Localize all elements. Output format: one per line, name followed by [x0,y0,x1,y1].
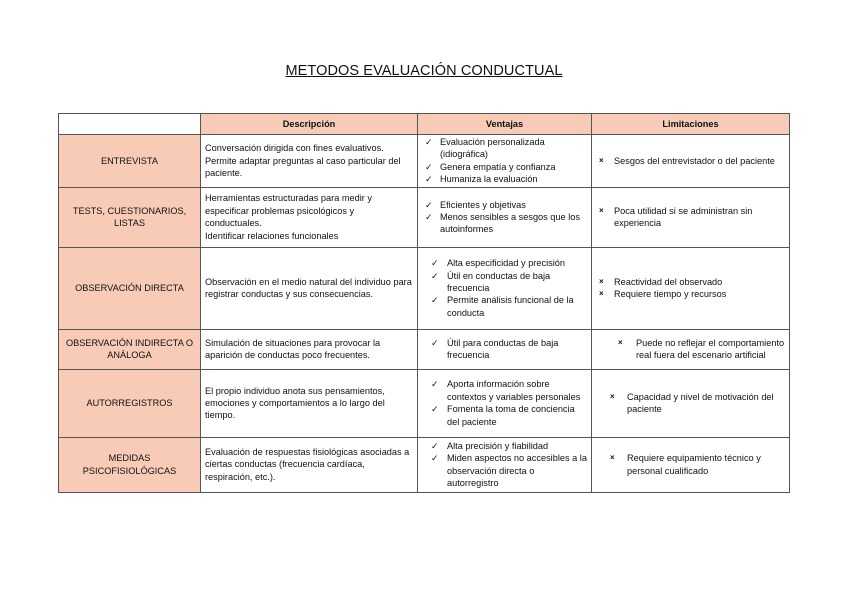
advantages-list [422,136,587,186]
list-item: ✓ Alta precisión y fiabilidad [431,440,549,451]
method-name: TESTS, CUESTIONARIOS, LISTAS [59,187,201,247]
limitations-list [596,337,785,362]
method-name: OBSERVACIÓN DIRECTA [59,247,201,329]
advantages-list [422,199,587,236]
method-name: ENTREVISTA [59,135,201,188]
method-name: OBSERVACIÓN INDIRECTA O ANÁLOGA [59,329,201,369]
list-item: ✓ Útil en conductas de baja frecuencia [431,270,551,293]
method-description: Observación en el medio natural del individuo para registrar conductas y sus consecuencias. [201,247,418,329]
limitations-list [596,391,785,416]
list-item: ✓ Miden aspectos no accesibles a la observación directa o autorregistro [431,453,587,489]
list-item: ✓ Genera empatía y confianza [425,161,556,172]
cross-icon: × [618,337,623,347]
list-item: × Requiere equipamiento técnico y personal cualificado [610,453,761,476]
check-icon: ✓ [425,161,433,172]
header-blank [59,114,201,135]
check-icon: ✓ [431,258,439,269]
header-row [59,114,790,135]
check-icon: ✓ [431,295,439,306]
list-item: ✓ Útil para conductas de baja frecuencia [431,337,559,361]
limitations-cell [592,247,790,329]
advantages-list [422,337,587,362]
method-description: Conversación dirigida con fines evaluativos. Permite adaptar preguntas al caso particular del paciente. [201,135,418,188]
check-icon: ✓ [431,379,439,390]
header-descripcion: Descripción [201,114,418,135]
list-item: ✓ Permite análisis funcional de la conducta [431,295,574,318]
limitations-list [596,205,785,230]
check-icon: ✓ [431,453,439,464]
advantages-list [422,257,587,319]
limitations-cell [592,369,790,437]
table-row [59,329,790,369]
check-icon: ✓ [431,404,439,415]
list-item: × Requiere tiempo y recursos [599,289,727,300]
check-icon: ✓ [431,337,439,348]
table-row [59,247,790,329]
method-description: Simulación de situaciones para provocar la aparición de conductas poco frecuentes. [201,329,418,369]
list-item: ✓ Aporta información sobre contextos y variables personales [431,379,581,402]
list-item: ✓ Evaluación personalizada (idiográfica) [425,137,545,160]
list-item: × Reactividad del observado [599,276,723,287]
page-title: METODOS EVALUACIÓN CONDUCTUAL [285,63,563,79]
header-limitaciones: Limitaciones [592,114,790,135]
table-row [59,437,790,492]
method-description: Herramientas estructuradas para medir y especificar problemas psicológicos y conductuales. Identificar relaciones funcionales [201,187,418,247]
table-row [59,135,790,188]
advantages-cell [418,135,592,188]
advantages-cell [418,329,592,369]
cross-icon: × [599,289,604,299]
limitations-cell [592,437,790,492]
list-item: × Sesgos del entrevistador o del paciente [599,155,775,166]
check-icon: ✓ [431,270,439,281]
advantages-list [422,440,587,490]
limitations-list [596,276,785,301]
limitations-cell [592,135,790,188]
list-item: ✓ Alta especificidad y precisión [431,258,565,269]
limitations-list [596,155,785,167]
limitations-cell [592,329,790,369]
cross-icon: × [599,276,604,286]
limitations-cell [592,187,790,247]
header-ventajas: Ventajas [418,114,592,135]
methods-table [58,113,790,493]
list-item: ✓ Menos sensibles a sesgos que los autoinformes [425,211,580,235]
cross-icon: × [610,453,615,463]
check-icon: ✓ [425,211,433,222]
list-item: × Poca utilidad si se administran sin experiencia [599,205,753,229]
method-name: AUTORREGISTROS [59,369,201,437]
list-item: ✓ Eficientes y objetivas [425,199,526,210]
method-description: El propio individuo anota sus pensamientos, emociones y comportamientos a lo largo del tiempo. [201,369,418,437]
cross-icon: × [599,155,604,165]
check-icon: ✓ [425,199,433,210]
table-row [59,369,790,437]
list-item: × Capacidad y nivel de motivación del paciente [610,391,774,415]
limitations-list [596,452,785,477]
list-item: ✓ Fomenta la toma de conciencia del paciente [431,404,575,427]
check-icon: ✓ [425,174,433,185]
advantages-cell [418,437,592,492]
advantages-cell [418,247,592,329]
list-item: × Puede no reflejar el comportamiento real fuera del escenario artificial [618,337,785,361]
check-icon: ✓ [431,440,439,451]
check-icon: ✓ [425,137,433,147]
cross-icon: × [610,391,615,401]
advantages-cell [418,187,592,247]
table-row [59,187,790,247]
cross-icon: × [599,205,604,215]
advantages-cell [418,369,592,437]
advantages-list [422,378,587,428]
list-item: ✓ Humaniza la evaluación [425,174,538,185]
method-name: MEDIDAS PSICOFISIOLÓGICAS [59,437,201,492]
method-description: Evaluación de respuestas fisiológicas asociadas a ciertas conductas (frecuencia cardíaca, respiración, etc.). [201,437,418,492]
